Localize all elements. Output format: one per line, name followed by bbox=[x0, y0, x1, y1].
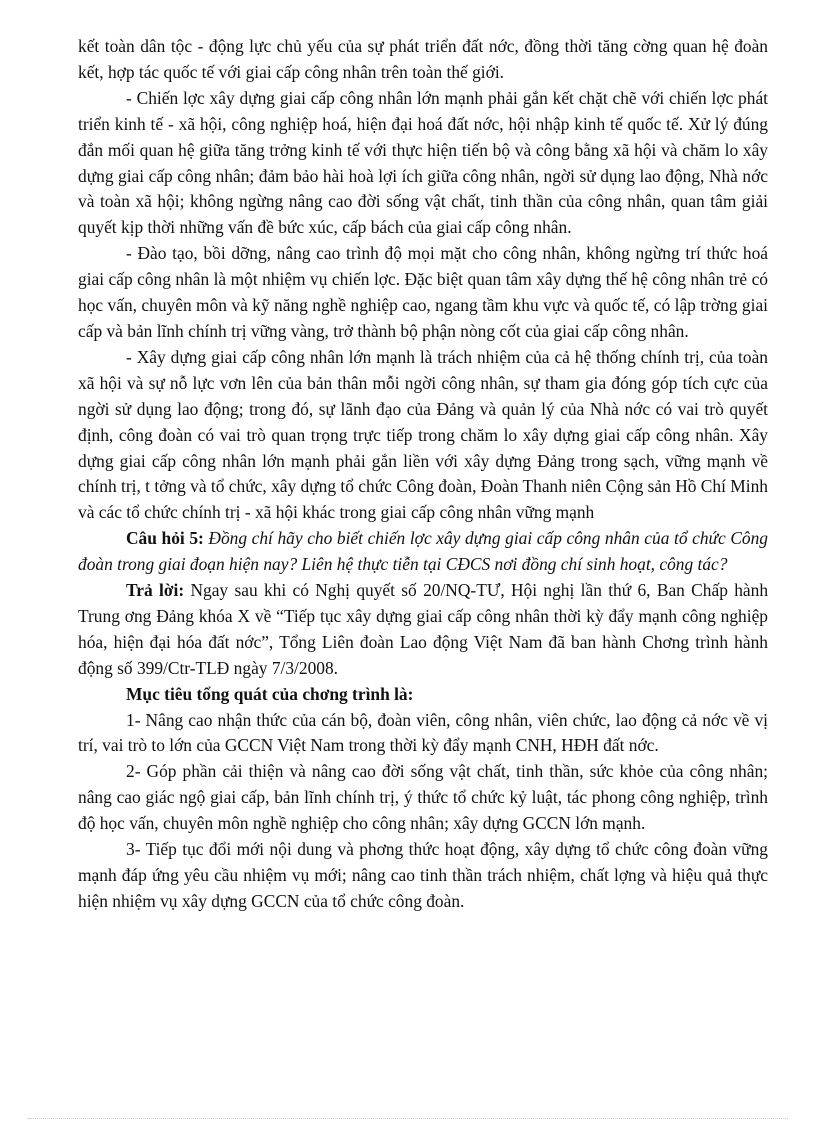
answer-text: Ngay sau khi có Nghị quyết số 20/NQ-TƯ, Hội nghị lần thứ 6, Ban Chấp hành Trung ơng Đảng khóa X về “Tiếp tục xây dựng giai cấp công nhân thời kỳ đẩy mạnh công nghiệp hóa, hiện đại hóa đất nớc”, Tổng Liên đoàn Lao động Việt Nam đã ban hành Chơng trình hành động số 399/Ctr-TLĐ ngày 7/3/2008. bbox=[78, 580, 769, 678]
objective-item-1: 1- Nâng cao nhận thức của cán bộ, đoàn viên, công nhân, viên chức, lao động cả nớc về vị trí, vai trò to lớn của GCCN Việt Nam trong thời kỳ đẩy mạnh CNH, HĐH đất nớc. bbox=[78, 709, 768, 756]
paragraph-strategy-responsibility: - Xây dựng giai cấp công nhân lớn mạnh là trách nhiệm của cả hệ thống chính trị, của toàn xã hội và sự nỗ lực vơn lên của bản thân mỗi ngời công nhân, sự tham gia đóng góp tích cực của ngời sử dụng lao động; trong đó, sự lãnh đạo của Đảng và quản lý của Nhà nớc có vai trò quyết định, công đoàn có vai trò quan trọng trực tiếp trong chăm lo xây dựng giai cấp công nhân. Xây dựng giai cấp công nhân lớn mạnh phải gắn liền với xây dựng Đảng trong sạch, vững mạnh về chính trị, t tởng và tổ chức, xây dựng tổ chức Công đoàn, Đoàn Thanh niên Cộng sản Hồ Chí Minh và các tổ chức chính trị - xã hội khác trong giai cấp công nhân vững mạnh bbox=[78, 346, 768, 523]
answer-label: Trả lời: bbox=[126, 580, 185, 601]
answer-block bbox=[78, 578, 768, 682]
paragraph-continuation: kết toàn dân tộc - động lực chủ yếu của sự phát triển đất nớc, đồng thời tăng cờng quan hệ đoàn kết, hợp tác quốc tế với giai cấp công nhân trên toàn thế giới. bbox=[78, 36, 768, 82]
objective-item-3: 3- Tiếp tục đổi mới nội dung và phơng thức hoạt động, xây dựng tổ chức công đoàn vững mạnh đáp ứng yêu cầu nhiệm vụ mới; nâng cao tinh thần trách nhiệm, chất lợng và hiệu quả thực hiện nhiệm vụ xây dựng GCCN của tổ chức công đoàn. bbox=[78, 839, 768, 911]
document-page bbox=[78, 34, 768, 915]
question-label: Câu hỏi 5: bbox=[126, 528, 204, 549]
paragraph-strategy-training: - Đào tạo, bồi dỡng, nâng cao trình độ mọi mặt cho công nhân, không ngừng trí thức hoá giai cấp công nhân là một nhiệm vụ chiến lợc. Đặc biệt quan tâm xây dựng thế hệ công nhân trẻ có học vấn, chuyên môn và kỹ năng nghề nghiệp cao, ngang tầm khu vực và quốc tế, có lập trờng giai cấp và bản lĩnh chính trị vững vàng, trở thành bộ phận nòng cốt của giai cấp công nhân. bbox=[78, 243, 768, 341]
page-bottom-divider bbox=[28, 1118, 788, 1119]
paragraph-strategy-economy: - Chiến lợc xây dựng giai cấp công nhân lớn mạnh phải gắn kết chặt chẽ với chiến lợc phát triển kinh tế - xã hội, công nghiệp hoá, hiện đại hoá đất nớc, hội nhập kinh tế quốc tế. Xử lý đúng đắn mối quan hệ giữa tăng trởng kinh tế với thực hiện tiến bộ và công bằng xã hội và chăm lo xây dựng giai cấp công nhân; đảm bảo hài hoà lợi ích giữa công nhân, ngời sử dụng lao động, Nhà nớc và toàn xã hội; không ngừng nâng cao đời sống vật chất, tinh thần của công nhân, quan tâm giải quyết kịp thời những vấn đề bức xúc, cấp bách của giai cấp công nhân. bbox=[78, 87, 768, 238]
question-text: Đồng chí hãy cho biết chiến lợc xây dựng giai cấp công nhân của tổ chức Công đoàn trong giai đoạn hiện nay? Liên hệ thực tiễn tại CĐCS nơi đồng chí sinh hoạt, công tác? bbox=[78, 528, 769, 575]
objectives-heading: Mục tiêu tổng quát của chơng trình là: bbox=[126, 683, 414, 704]
question-block bbox=[78, 526, 768, 578]
objective-item-2: 2- Góp phần cải thiện và nâng cao đời sống vật chất, tinh thần, sức khỏe của công nhân; nâng cao giác ngộ giai cấp, bản lĩnh chính trị, ý thức tổ chức kỷ luật, tác phong công nghiệp, trình độ học vấn, chuyên môn nghề nghiệp cho công nhân; xây dựng GCCN lớn mạnh. bbox=[78, 761, 768, 834]
